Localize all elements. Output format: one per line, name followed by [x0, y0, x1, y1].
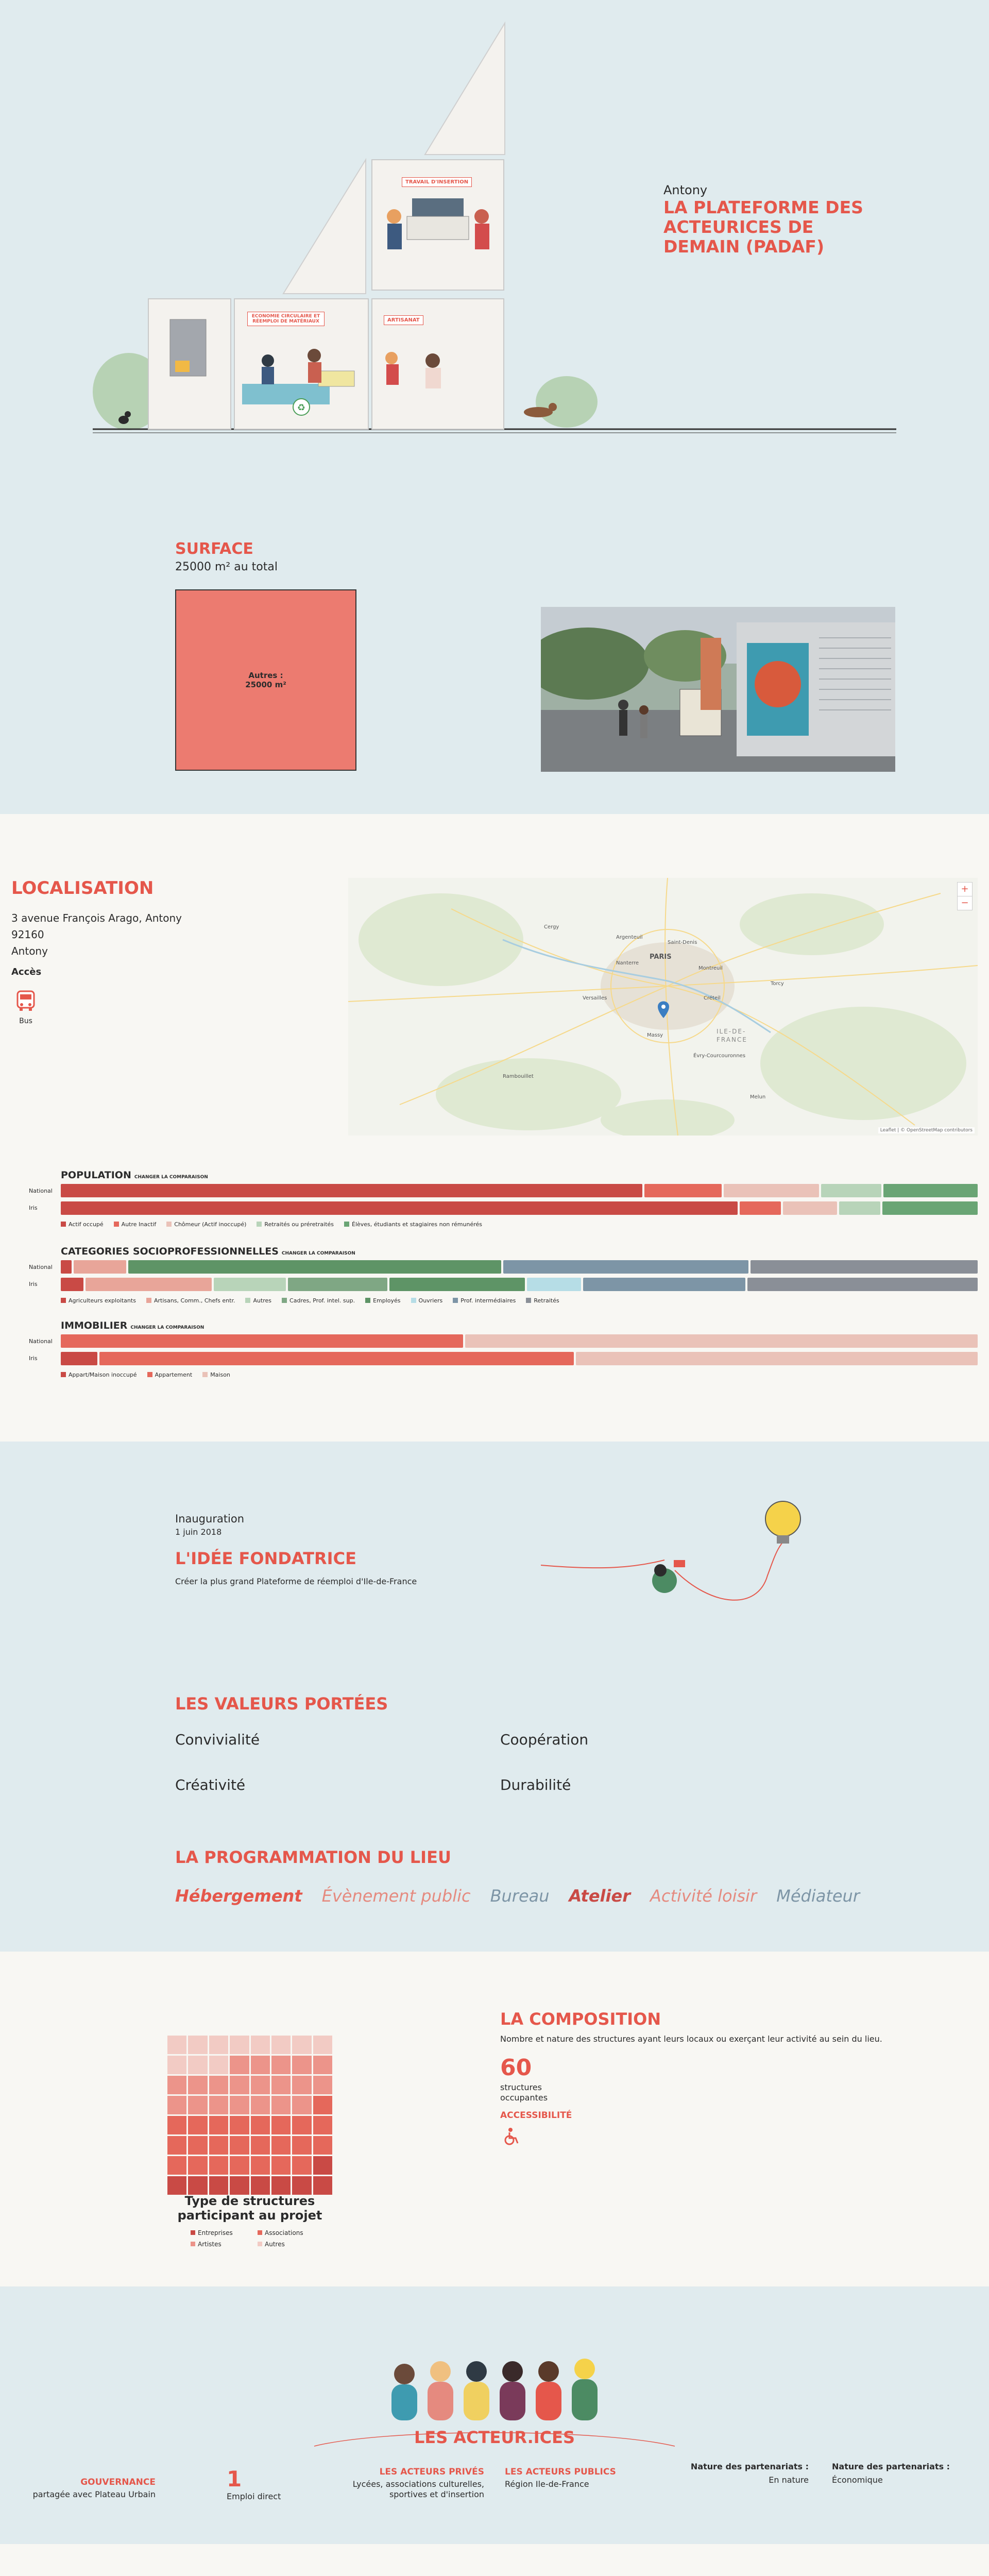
waffle-cell [292, 2076, 311, 2094]
waffle-cell [209, 2136, 228, 2155]
immobilier-legend [61, 1371, 978, 1378]
sign-insertion: TRAVAIL D'INSERTION [402, 177, 472, 187]
immobilier-segment-0-2[interactable] [465, 1334, 978, 1348]
waffle-cell [313, 2056, 332, 2074]
waffle-cell [188, 2076, 207, 2094]
waffle-cell [271, 2136, 291, 2155]
population-segment-0-2[interactable] [724, 1184, 819, 1197]
waffle-cell [230, 2176, 249, 2195]
map-label-nanterre: Nanterre [616, 960, 639, 966]
programmation-evenement-public: Évènement public [321, 1886, 471, 1906]
population-row-label-iris: Iris [29, 1205, 38, 1211]
map[interactable] [348, 878, 978, 1136]
population-segment-1-1[interactable] [740, 1201, 780, 1215]
programmation-title: LA PROGRAMMATION DU LIEU [175, 1848, 451, 1867]
waffle-cell [292, 2136, 311, 2155]
waffle-cell [271, 2156, 291, 2175]
waffle-cell [251, 2036, 270, 2054]
csp-segment-0-1[interactable] [74, 1260, 126, 1274]
actors-illustration [376, 2343, 618, 2426]
immobilier-segment-1-0[interactable] [61, 1352, 97, 1365]
map-label-saint-denis: Saint-Denis [668, 940, 697, 945]
population-row-label-national: National [29, 1188, 53, 1194]
surface-section [0, 495, 989, 814]
structures-count-label: structures occupantes [500, 2082, 548, 2103]
waffle-cell [209, 2176, 228, 2195]
csp-change-link[interactable]: CHANGER LA COMPARAISON [281, 1251, 355, 1256]
waffle-cell [271, 2116, 291, 2134]
values-title: LES VALEURS PORTÉES [175, 1694, 388, 1714]
immobilier-row-label-national: National [29, 1338, 53, 1345]
waffle-cell [230, 2136, 249, 2155]
csp-segment-1-0[interactable] [61, 1278, 83, 1291]
legend-associations: Associations [258, 2227, 325, 2239]
csp-legend-item: Cadres, Prof. intel. sup. [282, 1297, 355, 1304]
composition-section [0, 1952, 989, 2286]
emploi-count: 1 [227, 2466, 242, 2492]
structures-legend [191, 2227, 325, 2250]
waffle-cell [209, 2156, 228, 2175]
waffle-cell [292, 2176, 311, 2195]
map-label-montreuil: Montreuil [698, 965, 723, 971]
csp-segment-1-7[interactable] [747, 1278, 978, 1291]
csp-legend [61, 1297, 978, 1304]
immobilier-legend-item: Appart/Maison inoccupé [61, 1371, 137, 1378]
immobilier-legend-item: Appartement [147, 1371, 193, 1378]
inauguration-date: 1 juin 2018 [175, 1527, 222, 1537]
waffle-cell [230, 2036, 249, 2054]
site-photo-image [541, 607, 895, 772]
map-attribution[interactable]: Leaflet | © OpenStreetMap contributors [878, 1127, 975, 1133]
partenariats-economique-text: Économique [832, 2475, 883, 2485]
acteurs-prives-title: LES ACTEURS PRIVÉS [379, 2467, 484, 2477]
composition-title: LA COMPOSITION [500, 2009, 661, 2029]
partenariats-nature-text: En nature [769, 2475, 809, 2485]
waffle-cell [251, 2116, 270, 2134]
population-legend [61, 1221, 978, 1228]
programmation-list [175, 1886, 860, 1906]
immobilier-change-link[interactable]: CHANGER LA COMPARAISON [130, 1325, 204, 1330]
csp-segment-0-0[interactable] [61, 1260, 72, 1274]
impact-section [0, 2544, 989, 2576]
acteurs-prives [340, 2467, 484, 2500]
csp-legend-item: Ouvriers [411, 1297, 443, 1304]
map-label-massy: Massy [647, 1032, 663, 1038]
acteurs-publics [505, 2467, 649, 2489]
localisation-section [0, 814, 989, 1442]
waffle-cell [251, 2056, 270, 2074]
csp-segment-1-1[interactable] [86, 1278, 212, 1291]
surface-block-value: 25000 m² [245, 680, 286, 689]
hero-city: Antony [663, 183, 708, 197]
csp-title-text: CATEGORIES SOCIOPROFESSIONNELLES [61, 1246, 279, 1257]
map-label-cergy: Cergy [544, 924, 559, 930]
map-label-torcy: Torcy [771, 981, 784, 987]
waffle-cell [167, 2136, 186, 2155]
waffle-cell [167, 2096, 186, 2114]
map-label-rambouillet: Rambouillet [503, 1074, 534, 1079]
waffle-cell [271, 2096, 291, 2114]
wheelchair-icon [502, 2127, 521, 2145]
immobilier-bar-iris [61, 1352, 978, 1365]
address-city: Antony [11, 945, 48, 957]
waffle-cell [251, 2015, 270, 2034]
waffle-cell [167, 2056, 186, 2074]
csp-legend-item: Prof. intermédiaires [453, 1297, 516, 1304]
csp-segment-0-6[interactable] [503, 1260, 748, 1274]
programmation-activite-loisir: Activité loisir [650, 1886, 757, 1906]
composition-text: Nombre et nature des structures ayant leurs locaux ou exerçant leur activité au sein du lieu. [500, 2034, 882, 2044]
population-segment-0-1[interactable] [644, 1184, 722, 1197]
fondatrice-text: Créer la plus grand Plateforme de réemploi d'Ile-de-France [175, 1577, 417, 1586]
population-segment-1-4[interactable] [882, 1201, 978, 1215]
map-label-evry: Évry-Courcouronnes [693, 1053, 746, 1059]
csp-segment-1-2[interactable] [214, 1278, 286, 1291]
accessibility-title: ACCESSIBILITÉ [500, 2110, 572, 2121]
site-photo [541, 607, 895, 772]
immobilier-row-label-iris: Iris [29, 1355, 38, 1362]
value-creativite: Créativité [175, 1776, 246, 1793]
map-zoom-controls [957, 882, 973, 910]
waffle-cell [313, 2136, 332, 2155]
acteurs-publics-title: LES ACTEURS PUBLICS [505, 2467, 616, 2477]
waffle-cell [251, 2076, 270, 2094]
population-segment-0-3[interactable] [821, 1184, 881, 1197]
waffle-cell [313, 2176, 332, 2195]
waffle-cell [313, 2116, 332, 2134]
legend-artistes: Artistes [191, 2239, 258, 2250]
waffle-cell [188, 2156, 207, 2175]
address [11, 910, 182, 959]
waffle-cell [230, 2056, 249, 2074]
structures-waffle-chart [167, 2015, 332, 2195]
waffle-cell [209, 2116, 228, 2134]
partenariats-economique-title: Nature des partenariats : [832, 2462, 950, 2471]
population-legend-item: Actif occupé [61, 1221, 104, 1228]
programmation-mediateur: Médiateur [776, 1886, 860, 1906]
waffle-cell [167, 2176, 186, 2195]
csp-title [61, 1246, 355, 1257]
immobilier-segment-1-1[interactable] [99, 1352, 574, 1365]
access-bus [15, 989, 36, 1025]
immobilier-segment-0-1[interactable] [61, 1334, 463, 1348]
waffle-cell [209, 2036, 228, 2054]
address-postcode: 92160 [11, 928, 44, 941]
zoom-out-button[interactable]: − [961, 897, 969, 908]
idea-illustration [541, 1498, 829, 1622]
value-durabilite: Durabilité [500, 1776, 571, 1793]
waffle-cell [271, 2076, 291, 2094]
legend-entreprises: Entreprises [191, 2227, 258, 2239]
population-title-text: POPULATION [61, 1170, 131, 1181]
waffle-cell [188, 2056, 207, 2074]
structures-count: 60 [500, 2055, 532, 2081]
csp-segment-0-4[interactable] [128, 1260, 501, 1274]
population-segment-1-3[interactable] [839, 1201, 880, 1215]
waffle-cell [188, 2096, 207, 2114]
population-bar-national [61, 1184, 978, 1197]
waffle-cell [251, 2156, 270, 2175]
waffle-cell [230, 2116, 249, 2134]
programmation-atelier: Atelier [569, 1886, 630, 1906]
waffle-cell [271, 2015, 291, 2034]
waffle-cell [167, 2015, 186, 2034]
sign-artisanat: ARTISANAT [384, 315, 423, 325]
csp-segment-1-5[interactable] [527, 1278, 581, 1291]
csp-row-label-national: National [29, 1264, 53, 1270]
immobilier-bar-national [61, 1334, 978, 1348]
csp-legend-item: Agriculteurs exploitants [61, 1297, 136, 1304]
immobilier-title [61, 1320, 204, 1331]
programmation-bureau: Bureau [490, 1886, 550, 1906]
hero-section [0, 0, 989, 495]
waffle-cell [271, 2056, 291, 2074]
waffle-cell [209, 2096, 228, 2114]
population-legend-item: Autre Inactif [114, 1221, 157, 1228]
waffle-cell [230, 2015, 249, 2034]
population-segment-1-2[interactable] [783, 1201, 838, 1215]
sign-economie-circulaire: ECONOMIE CIRCULAIRE ET RÉEMPLOI DE MATÉRIAUX [247, 312, 325, 326]
waffle-cell [167, 2036, 186, 2054]
waffle-cell [230, 2096, 249, 2114]
surface-block [175, 589, 356, 771]
page-title: LA PLATEFORME DES ACTEURICES DE DEMAIN (PADAF) [663, 197, 863, 257]
immobilier-title-text: IMMOBILIER [61, 1320, 128, 1331]
waffle-cell [313, 2015, 332, 2034]
zoom-in-button[interactable]: + [958, 883, 972, 896]
emplois [227, 2467, 309, 2502]
legend-autres: Autres [258, 2239, 325, 2250]
structures-chart-title: Type de structures participant au projet [177, 2194, 322, 2223]
partenariats-nature-title: Nature des partenariats : [690, 2462, 809, 2471]
surface-subtitle: 25000 m² au total [175, 561, 278, 573]
programmation-hebergement: Hébergement [175, 1886, 302, 1906]
access-title: Accès [11, 967, 42, 977]
csp-legend-item: Employés [365, 1297, 400, 1304]
population-bar-iris [61, 1201, 978, 1215]
value-convivialite: Convivialité [175, 1731, 260, 1748]
waffle-cell [188, 2015, 207, 2034]
map-label-creteil: Créteil [704, 995, 721, 1001]
waffle-cell [313, 2156, 332, 2175]
fondatrice-section [0, 1442, 989, 1952]
immobilier-segment-1-2[interactable] [576, 1352, 978, 1365]
svg-text:♻: ♻ [297, 402, 306, 413]
csp-legend-item: Autres [245, 1297, 271, 1304]
waffle-cell [167, 2076, 186, 2094]
acteurs-publics-text: Région Ile-de-France [505, 2479, 589, 2489]
waffle-cell [313, 2036, 332, 2054]
population-segment-0-0[interactable] [61, 1184, 642, 1197]
acteurs-section [0, 2286, 989, 2544]
bus-label: Bus [19, 1017, 32, 1025]
waffle-cell [188, 2116, 207, 2134]
immobilier-legend-item: Maison [202, 1371, 230, 1378]
address-street: 3 avenue François Arago, Antony [11, 912, 182, 924]
waffle-cell [271, 2176, 291, 2195]
waffle-cell [230, 2156, 249, 2175]
population-segment-0-4[interactable] [883, 1184, 978, 1197]
map-label-region: ILE-DE-FRANCE [717, 1028, 747, 1043]
localisation-title: LOCALISATION [11, 878, 154, 899]
csp-legend-item: Artisans, Comm., Chefs entr. [146, 1297, 235, 1304]
map-canvas[interactable] [348, 878, 978, 1136]
surface-block-label: Autres : [248, 671, 283, 680]
waffle-cell [292, 2056, 311, 2074]
waffle-cell [292, 2116, 311, 2134]
csp-segment-0-7[interactable] [751, 1260, 978, 1274]
value-cooperation: Coopération [500, 1731, 589, 1748]
population-legend-item: Retraités ou préretraités [257, 1221, 334, 1228]
waffle-cell [230, 2076, 249, 2094]
population-legend-item: Élèves, étudiants et stagiaires non rémunérés [344, 1221, 482, 1228]
acteurs-prives-text: Lycées, associations culturelles, sportives et d'insertion [352, 2479, 484, 2499]
waffle-cell [209, 2015, 228, 2034]
gouvernance [11, 2477, 156, 2500]
csp-segment-1-3[interactable] [288, 1278, 387, 1291]
waffle-cell [271, 2036, 291, 2054]
csp-legend-item: Retraités [526, 1297, 559, 1304]
map-label-melun: Melun [750, 1094, 766, 1100]
waffle-cell [167, 2116, 186, 2134]
bus-icon [15, 989, 36, 1012]
waffle-cell [209, 2056, 228, 2074]
waffle-cell [188, 2036, 207, 2054]
waffle-cell [292, 2156, 311, 2175]
csp-row-label-iris: Iris [29, 1281, 38, 1287]
waffle-cell [292, 2096, 311, 2114]
csp-bar-national [61, 1260, 978, 1274]
map-label-paris: PARIS [650, 953, 672, 961]
waffle-cell [251, 2176, 270, 2195]
waffle-cell [209, 2076, 228, 2094]
waffle-cell [292, 2036, 311, 2054]
map-label-versailles: Versailles [583, 995, 607, 1001]
emploi-label: Emploi direct [227, 2492, 281, 2501]
csp-segment-1-4[interactable] [389, 1278, 525, 1291]
waffle-cell [251, 2136, 270, 2155]
csp-segment-1-6[interactable] [583, 1278, 745, 1291]
partenariats-nature [670, 2462, 809, 2485]
waffle-cell [251, 2096, 270, 2114]
waffle-cell [292, 2015, 311, 2034]
waffle-cell [167, 2156, 186, 2175]
partenariats-economique [832, 2462, 981, 2485]
gouvernance-title: GOUVERNANCE [80, 2477, 156, 2487]
gouvernance-text: partagée avec Plateau Urbain [32, 2489, 156, 2499]
population-segment-1-0[interactable] [61, 1201, 738, 1215]
acteurs-title: LES ACTEUR.ICES [414, 2428, 575, 2447]
population-legend-item: Chômeur (Actif inoccupé) [166, 1221, 246, 1228]
inauguration-label: Inauguration [175, 1513, 245, 1525]
surface-title: SURFACE [175, 540, 253, 558]
waffle-cell [188, 2136, 207, 2155]
waffle-cell [313, 2076, 332, 2094]
population-change-link[interactable]: CHANGER LA COMPARAISON [134, 1175, 208, 1180]
waffle-cell [313, 2096, 332, 2114]
map-label-argenteuil: Argenteuil [616, 935, 643, 940]
population-title [61, 1170, 208, 1181]
csp-bar-iris [61, 1278, 978, 1291]
fondatrice-title: L'IDÉE FONDATRICE [175, 1549, 356, 1568]
waffle-cell [188, 2176, 207, 2195]
